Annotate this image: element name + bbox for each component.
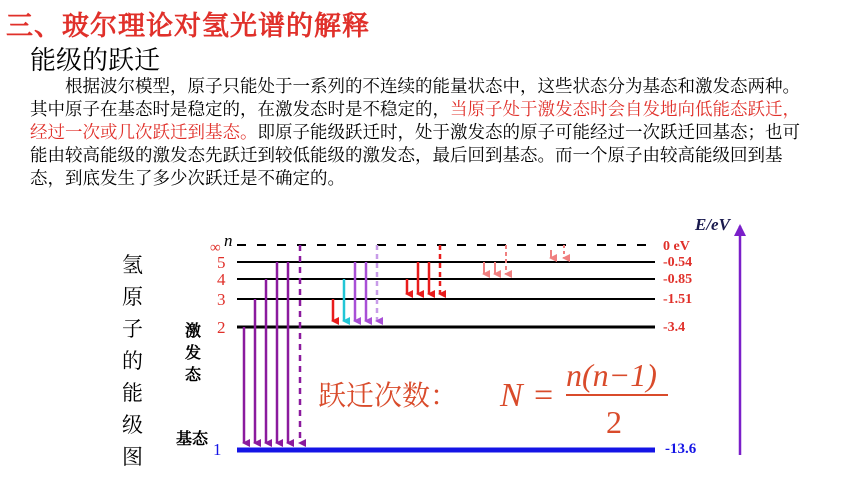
section-heading: 能级的跃迁 bbox=[30, 46, 161, 76]
formula-label: 跃迁次数： bbox=[318, 379, 459, 412]
energy-value-1: -13.6 bbox=[665, 441, 697, 457]
paragraph-part2: 即原子能级跃迁时，处于激发态的原子可能经过一次跃迁回基态；也可能由较高能级的激发态先跃迁到较低能级的激发态，最后回到基态。而一个原子由较高能级回到基态，到底发生了多少次跃迁是不确定的。 bbox=[30, 123, 800, 189]
energy-value-3: -1.51 bbox=[663, 292, 693, 307]
energy-values bbox=[663, 239, 692, 335]
level-numbers bbox=[217, 253, 226, 337]
formula bbox=[318, 357, 668, 440]
energy-value-5: -0.54 bbox=[663, 255, 693, 270]
level-number-3: 3 bbox=[217, 290, 226, 309]
axis-label: E/eV bbox=[695, 215, 730, 234]
level-number-2: 2 bbox=[217, 318, 226, 337]
level-number-4: 4 bbox=[217, 270, 226, 289]
lyman-series bbox=[244, 245, 300, 443]
paragraph-highlight: 当原子处于激发态时会自发地向低能态跃迁，经过一次或几次跃迁到基态。 bbox=[30, 100, 800, 143]
n-label: n bbox=[224, 231, 233, 250]
energy-value-4: -0.85 bbox=[663, 272, 693, 287]
energy-value-infinity: 0 eV bbox=[663, 239, 690, 254]
brackett-series bbox=[484, 245, 506, 274]
excited-state-label: 激发态 bbox=[185, 321, 202, 384]
page-title: 三、玻尔理论对氢光谱的解释 bbox=[6, 11, 370, 42]
level-number-5: 5 bbox=[217, 253, 226, 272]
side-title-text: 氢原子的能级图 bbox=[122, 253, 143, 469]
ground-state-label: 基态 bbox=[176, 429, 209, 448]
paschen-series bbox=[407, 245, 440, 294]
formula-denominator: 2 bbox=[606, 404, 622, 440]
pfund-series bbox=[551, 245, 564, 258]
infinity-label: ∞ bbox=[210, 240, 221, 256]
balmer-series bbox=[333, 245, 377, 321]
paragraph-part1: 根据波尔模型，原子只能处于一系列的不连续的能量状态中，这些状态分为基态和激发态两种。其中原子在基态时是稳定的，在激发态时是不稳定的， bbox=[30, 77, 800, 120]
side-title bbox=[122, 253, 143, 469]
level-number-1: 1 bbox=[213, 440, 222, 459]
energy-value-2: -3.4 bbox=[663, 320, 686, 335]
formula-numerator: n(n−1) bbox=[566, 357, 657, 393]
formula-equals: = bbox=[534, 377, 554, 414]
formula-lhs: N bbox=[500, 377, 523, 414]
